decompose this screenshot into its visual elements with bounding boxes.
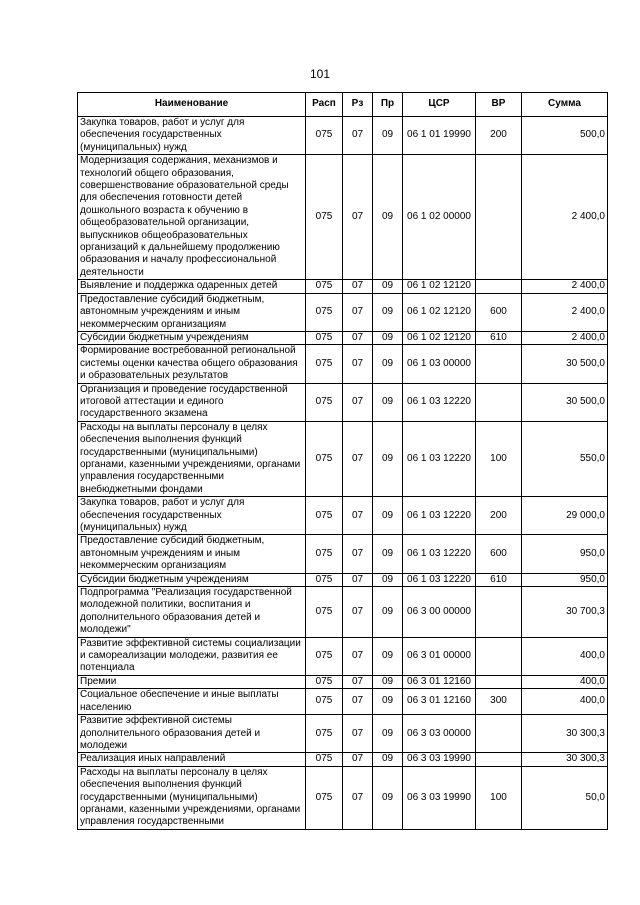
cell-vr [476,280,522,293]
cell-csr: 06 1 01 19990 [403,117,476,155]
cell-rz: 07 [343,117,373,155]
cell-vr: 610 [476,331,522,344]
table-row [78,293,608,331]
cell-name: Предоставление субсидий бюджетным, автономным учреждениям и иным некоммерческим организациям [78,293,306,331]
cell-rasp: 075 [306,293,343,331]
cell-csr: 06 3 01 12160 [403,689,476,715]
table-row [78,155,608,280]
cell-csr: 06 1 03 12220 [403,573,476,586]
cell-vr: 600 [476,535,522,573]
cell-name: Субсидии бюджетным учреждениям [78,331,306,344]
cell-csr: 06 1 02 12120 [403,331,476,344]
cell-pr: 09 [373,766,403,829]
cell-csr: 06 3 03 19990 [403,766,476,829]
cell-pr: 09 [373,715,403,753]
cell-name: Социальное обеспечение и иные выплаты населению [78,689,306,715]
cell-vr: 300 [476,689,522,715]
cell-sum: 2 400,0 [522,155,608,280]
cell-sum: 400,0 [522,689,608,715]
cell-rz: 07 [343,293,373,331]
cell-pr: 09 [373,637,403,675]
cell-csr: 06 1 02 12120 [403,280,476,293]
cell-rasp: 075 [306,383,343,421]
cell-name: Премии [78,675,306,688]
cell-rasp: 075 [306,766,343,829]
table-row [78,573,608,586]
header-rasp: Расп [306,93,343,117]
cell-pr: 09 [373,535,403,573]
cell-rasp: 075 [306,753,343,766]
cell-sum: 30 500,0 [522,345,608,383]
cell-vr [476,637,522,675]
cell-name: Развитие эффективной системы дополнительного образования детей и молодежи [78,715,306,753]
cell-csr: 06 1 02 12120 [403,293,476,331]
cell-rz: 07 [343,675,373,688]
cell-csr: 06 1 03 12220 [403,383,476,421]
cell-rasp: 075 [306,535,343,573]
cell-rasp: 075 [306,573,343,586]
cell-vr [476,675,522,688]
cell-rz: 07 [343,689,373,715]
table-row [78,715,608,753]
cell-csr: 06 1 03 12220 [403,497,476,535]
cell-rz: 07 [343,280,373,293]
table-row [78,497,608,535]
cell-pr: 09 [373,587,403,638]
table-row [78,535,608,573]
cell-name: Расходы на выплаты персоналу в целях обеспечения выполнения функций государственными (муниципальными) органами, казенными учреждениями, органами управления государственными внебюджетными фондами [78,421,306,496]
cell-sum: 500,0 [522,117,608,155]
cell-pr: 09 [373,383,403,421]
cell-vr [476,345,522,383]
table-row [78,383,608,421]
cell-vr: 100 [476,421,522,496]
table-row [78,766,608,829]
cell-pr: 09 [373,675,403,688]
cell-rasp: 075 [306,117,343,155]
cell-rz: 07 [343,587,373,638]
cell-sum: 950,0 [522,573,608,586]
cell-sum: 30 500,0 [522,383,608,421]
cell-name: Развитие эффективной системы социализации и самореализации молодежи, развития ее потенциала [78,637,306,675]
cell-rasp: 075 [306,421,343,496]
table-row [78,637,608,675]
table-header-row [78,93,608,117]
cell-csr: 06 1 02 00000 [403,155,476,280]
cell-rz: 07 [343,331,373,344]
cell-rz: 07 [343,715,373,753]
cell-vr [476,587,522,638]
cell-name: Выявление и поддержка одаренных детей [78,280,306,293]
cell-sum: 2 400,0 [522,280,608,293]
table-row [78,689,608,715]
cell-pr: 09 [373,117,403,155]
cell-sum: 2 400,0 [522,293,608,331]
table-body [78,117,608,830]
table-row [78,345,608,383]
cell-pr: 09 [373,155,403,280]
table-row [78,675,608,688]
cell-name: Организация и проведение государственной итоговой аттестации и единого государственного экзамена [78,383,306,421]
table-row [78,421,608,496]
cell-rz: 07 [343,497,373,535]
cell-vr: 600 [476,293,522,331]
cell-rasp: 075 [306,715,343,753]
cell-pr: 09 [373,421,403,496]
cell-csr: 06 3 03 19990 [403,753,476,766]
cell-rz: 07 [343,753,373,766]
cell-rasp: 075 [306,675,343,688]
cell-rasp: 075 [306,155,343,280]
cell-pr: 09 [373,293,403,331]
cell-sum: 400,0 [522,675,608,688]
cell-name: Модернизация содержания, механизмов и технологий общего образования, совершенствование образовательной среды для обеспечения готовности детей дошкольного возраста к обучению в общеобразовательной организации, выпускников общеобразовательных организаций к дальнейшему продолжению образования и началу профессиональной деятельности [78,155,306,280]
cell-name: Закупка товаров, работ и услуг для обеспечения государственных (муниципальных) нужд [78,117,306,155]
cell-name: Субсидии бюджетным учреждениям [78,573,306,586]
cell-sum: 400,0 [522,637,608,675]
cell-csr: 06 3 01 12160 [403,675,476,688]
cell-sum: 950,0 [522,535,608,573]
cell-pr: 09 [373,345,403,383]
header-pr: Пр [373,93,403,117]
cell-name: Предоставление субсидий бюджетным, автономным учреждениям и иным некоммерческим организациям [78,535,306,573]
table-row [78,587,608,638]
cell-pr: 09 [373,753,403,766]
cell-csr: 06 3 03 00000 [403,715,476,753]
header-rz: Рз [343,93,373,117]
cell-rz: 07 [343,535,373,573]
cell-pr: 09 [373,331,403,344]
cell-vr [476,383,522,421]
cell-pr: 09 [373,497,403,535]
cell-vr: 200 [476,117,522,155]
cell-name: Расходы на выплаты персоналу в целях обеспечения выполнения функций государственными (муниципальными) органами, казенными учреждениями, органами управления государственными [78,766,306,829]
cell-rasp: 075 [306,497,343,535]
cell-name: Закупка товаров, работ и услуг для обеспечения государственных (муниципальных) нужд [78,497,306,535]
cell-pr: 09 [373,573,403,586]
cell-csr: 06 3 00 00000 [403,587,476,638]
cell-vr [476,715,522,753]
cell-sum: 550,0 [522,421,608,496]
table-row [78,331,608,344]
header-name: Наименование [78,93,306,117]
cell-rasp: 075 [306,587,343,638]
cell-name: Подпрограмма "Реализация государственной молодежной политики, воспитания и дополнительного образования детей и молодежи" [78,587,306,638]
cell-vr: 100 [476,766,522,829]
cell-rz: 07 [343,421,373,496]
cell-vr [476,753,522,766]
cell-rasp: 075 [306,689,343,715]
cell-rz: 07 [343,573,373,586]
cell-vr: 610 [476,573,522,586]
cell-rasp: 075 [306,280,343,293]
cell-csr: 06 1 03 12220 [403,421,476,496]
cell-pr: 09 [373,280,403,293]
budget-table [77,92,608,830]
page-number: 101 [309,67,331,81]
cell-rasp: 075 [306,637,343,675]
cell-pr: 09 [373,689,403,715]
header-csr: ЦСР [403,93,476,117]
cell-name: Реализация иных направлений [78,753,306,766]
header-sum: Сумма [522,93,608,117]
table-row [78,753,608,766]
cell-vr: 200 [476,497,522,535]
cell-rz: 07 [343,345,373,383]
cell-csr: 06 1 03 12220 [403,535,476,573]
cell-rasp: 075 [306,345,343,383]
cell-csr: 06 1 03 00000 [403,345,476,383]
cell-csr: 06 3 01 00000 [403,637,476,675]
cell-sum: 50,0 [522,766,608,829]
cell-sum: 29 000,0 [522,497,608,535]
cell-sum: 30 300,3 [522,753,608,766]
cell-vr [476,155,522,280]
header-vr: ВР [476,93,522,117]
cell-sum: 30 700,3 [522,587,608,638]
cell-name: Формирование востребованной региональной системы оценки качества общего образования и образовательных результатов [78,345,306,383]
cell-rz: 07 [343,766,373,829]
cell-sum: 2 400,0 [522,331,608,344]
table-row [78,117,608,155]
cell-sum: 30 300,3 [522,715,608,753]
table-row [78,280,608,293]
cell-rz: 07 [343,637,373,675]
cell-rasp: 075 [306,331,343,344]
cell-rz: 07 [343,383,373,421]
cell-rz: 07 [343,155,373,280]
